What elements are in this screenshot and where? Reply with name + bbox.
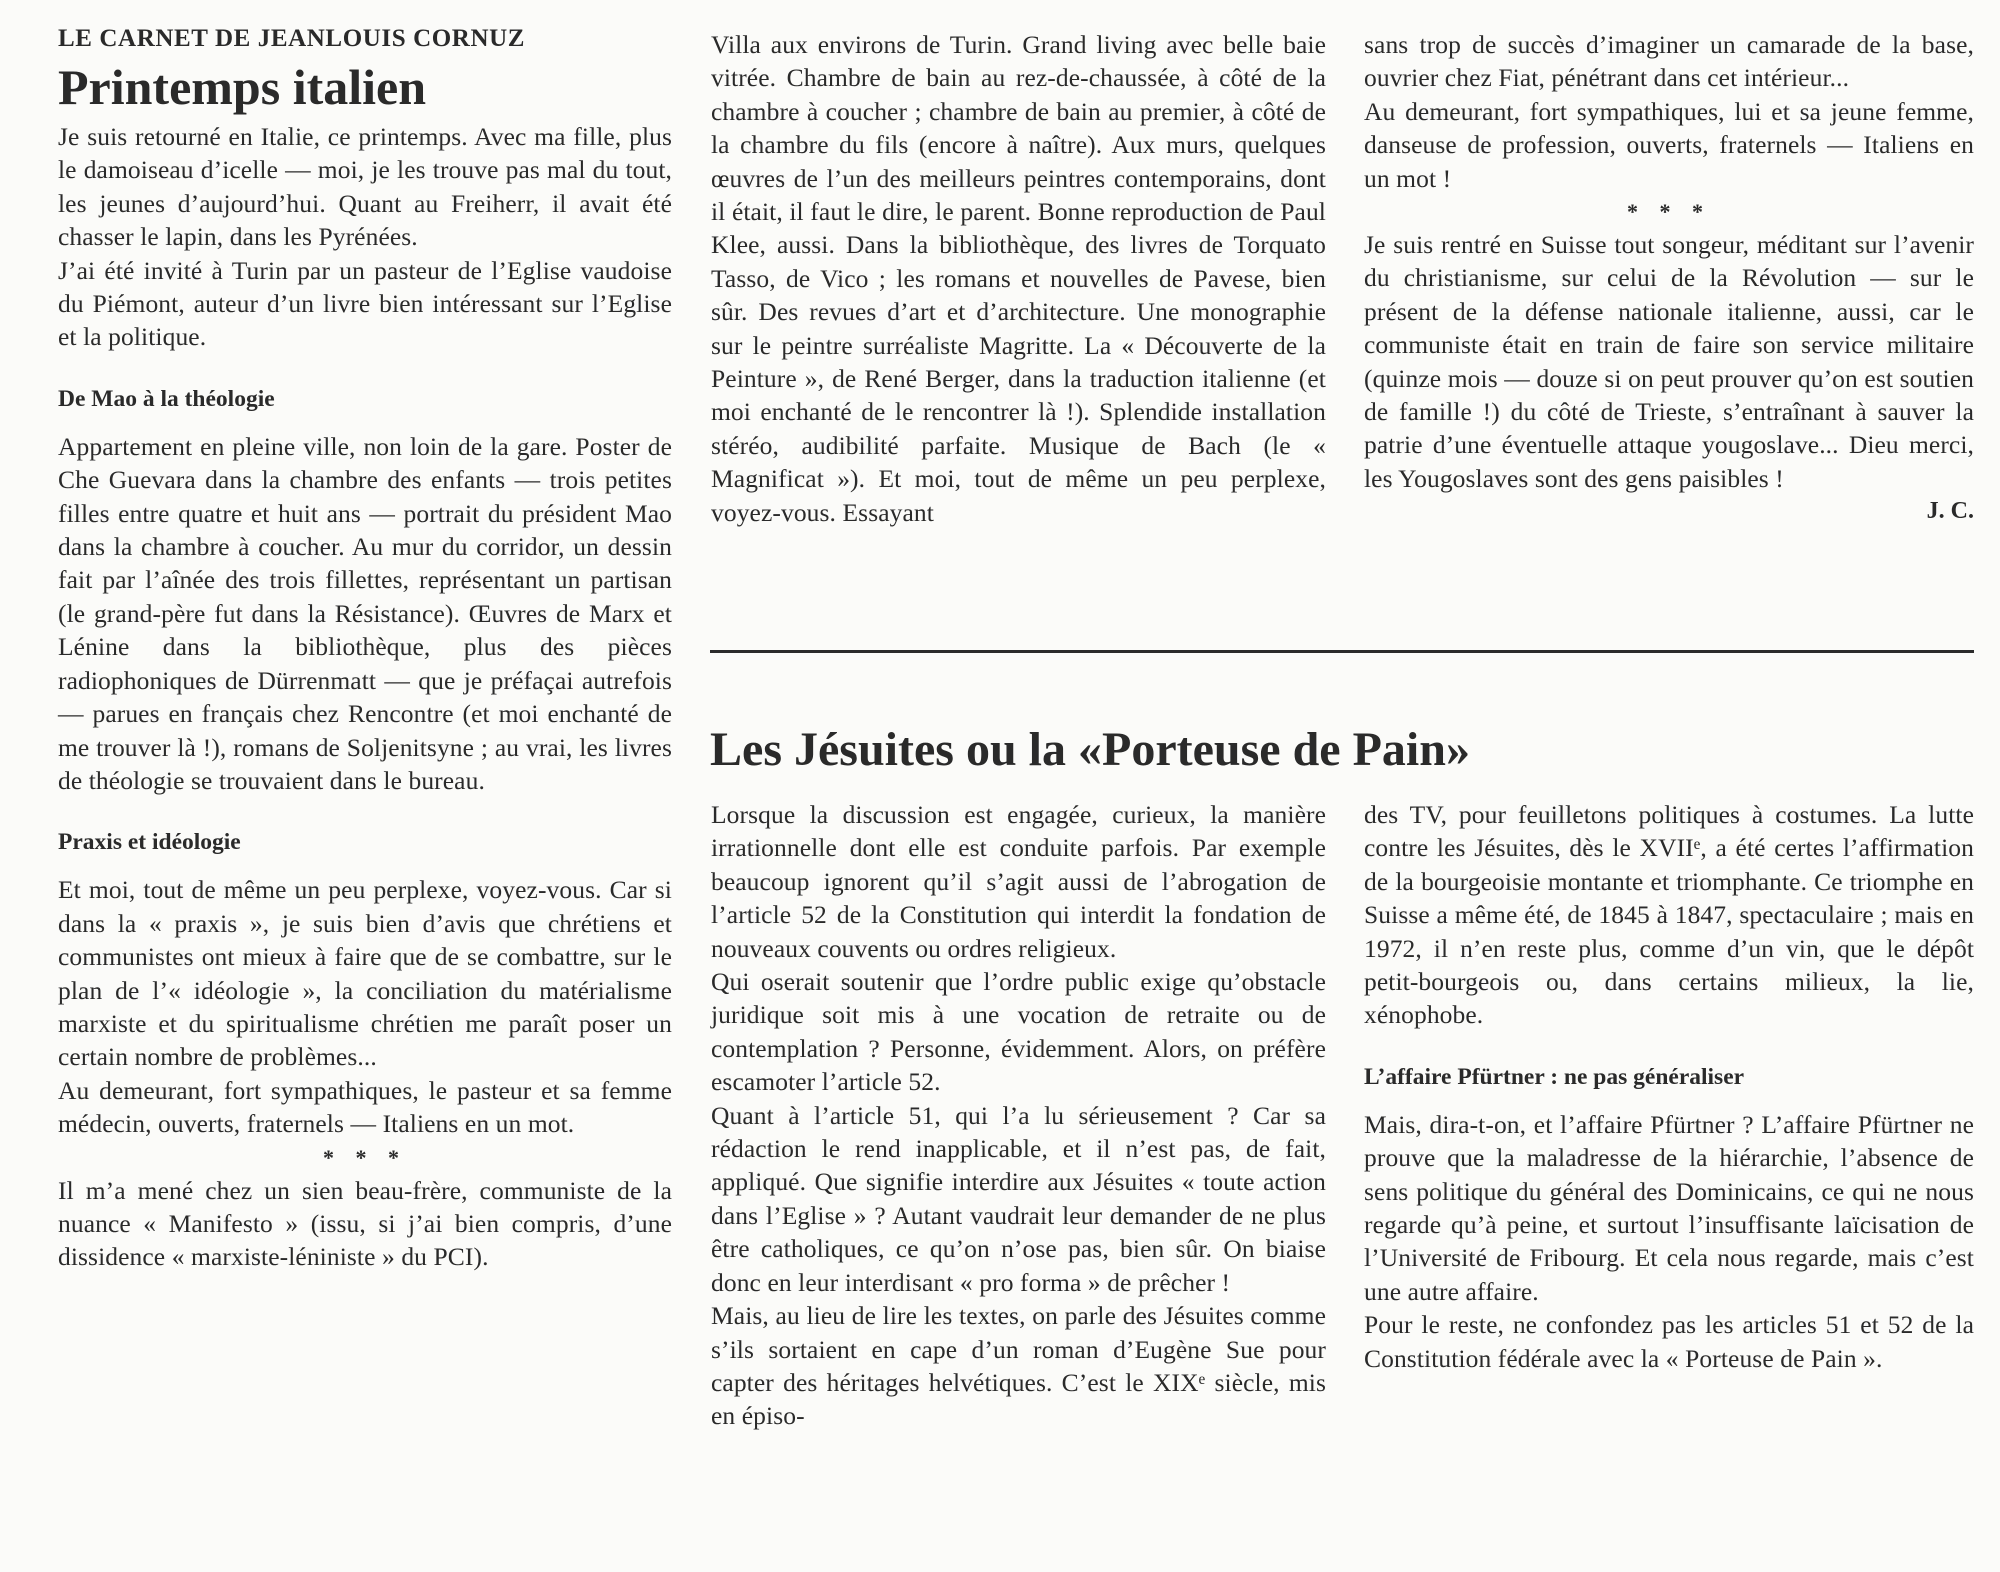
subheading: De Mao à la théologie	[58, 385, 275, 412]
paragraph: des TV, pour feuilletons politiques à costumes. La lutte contre les Jésuites, dès le XVIIᵉ, a été certes l’affirmation de la bourgeoisie montante et triomphante. Ce triomphe en Suisse a même été, de 1845 à 1847, spectaculaire ; mais en 1972, il n’en reste plus, comme d’un vin, que le dépôt petit-bourgeois ou, dans certains milieux, la lie, xénophobe.	[1364, 800, 1974, 1030]
paragraph: Et moi, tout de même un peu perplexe, voyez-vous. Car si dans la « praxis », je suis bien d’avis que chrétiens et communistes ont mieux à faire que de se combattre, sur le plan de l’« idéologie », la conciliation du matérialisme marxiste et du spiritualisme chrétien me paraît poser un certain nombre de problèmes...	[58, 875, 672, 1072]
paragraph: Villa aux environs de Turin. Grand living avec belle baie vitrée. Chambre de bain au rez-de-chaussée, à côté de la chambre à coucher ; chambre de bain au premier, à côté de la chambre du fils (encore à naître). Aux murs, quelques œuvres de l’un des meilleurs peintres contemporains, dont il était, il faut le dire, le parent. Bonne reproduction de Paul Klee, aussi. Dans la bibliothèque, des livres de Torquato Tasso, de Vico ; les romans et nouvelles de Pavese, bien sûr. Des revues d’art et d’architecture. Une monographie sur le peintre surréaliste Magritte. La « Découverte de la Peinture », de René Berger, dans la traduction italienne (et moi enchanté de le rencontrer là !). Splendide installation stéréo, audibilité parfaite. Musique de Bach (le « Magnificat »). Et moi, tout de même un peu perplexe, voyez-vous. Essayant	[711, 30, 1326, 527]
section-separator: * * *	[323, 1144, 407, 1170]
article-title: Les Jésuites ou la «Porteuse de Pain»	[710, 723, 1470, 776]
section-divider	[710, 650, 1974, 653]
paragraph: Mais, dira-t-on, et l’affaire Pfürtner ? L’affaire Pfürtner ne prouve que la maladresse de la hiérarchie, l’absence de sens politique du général des Dominicains, ce qui ne nous regarde qu’à peine, et surtout l’insuffisante laïcisation de l’Université de Fribourg. Et cela nous regarde, mais c’est une autre affaire.	[1364, 1109, 1974, 1306]
article1-column-3	[1364, 28, 1974, 528]
article1-column-2	[711, 28, 1326, 529]
paragraph: sans trop de succès d’imaginer un camarade de la base, ouvrier chez Fiat, pénétrant dans cet intérieur...	[1364, 30, 1974, 93]
article-title: Printemps italien	[58, 59, 427, 115]
paragraph: Mais, au lieu de lire les textes, on parle des Jésuites comme s’ils sortaient en cape d’un roman d’Eugène Sue pour capter des héritages helvétiques. C’est le XIXᵉ siècle, mis en épiso-	[711, 1301, 1326, 1431]
article2-column-2	[711, 798, 1326, 1433]
paragraph: Pour le reste, ne confondez pas les articles 51 et 52 de la Constitution fédérale avec la « Porteuse de Pain ».	[1364, 1310, 1974, 1373]
subheading: Praxis et idéologie	[58, 829, 241, 856]
subheading: L’affaire Pfürtner : ne pas généraliser	[1364, 1063, 1745, 1090]
author-signature: J. C.	[1926, 498, 1974, 525]
paragraph: Au demeurant, fort sympathiques, le pasteur et sa femme médecin, ouverts, fraternels — Italiens en un mot.	[58, 1075, 672, 1139]
paragraph: Appartement en pleine ville, non loin de la gare. Poster de Che Guevara dans la chambre des enfants — trois petites filles entre quatre et huit ans — portrait du président Mao dans la chambre à coucher. Au mur du corridor, un dessin fait par l’aînée des trois fillettes, représentant un partisan (le grand-père fut dans la Résistance). Œuvres de Marx et Lénine dans la bibliothèque, plus des pièces radiophoniques de Dürrenmatt — que je préfaçai autrefois — parues en français chez Rencontre (et moi enchanté de me trouver là !), romans de Soljenitsyne ; au vrai, les livres de théologie se trouvaient dans le bureau.	[58, 431, 672, 795]
paragraph: Quant à l’article 51, qui l’a lu sérieusement ? Car sa rédaction le rend inapplicable, et il n’est pas, de fait, appliqué. Que signifie interdire aux Jésuites « toute action dans l’Eglise » ? Autant vaudrait leur demander de ne plus être catholiques, ce qu’on n’ose pas, bien sûr. On biaise donc en leur interdisant « pro forma » de prêcher !	[711, 1100, 1326, 1297]
paragraph: Au demeurant, fort sympathiques, lui et sa jeune femme, danseuse de profession, ouverts, fraternels — Italiens en un mot !	[1364, 96, 1974, 193]
article2-column-3	[1364, 798, 1974, 1375]
paragraph: Qui oserait soutenir que l’ordre public exige qu’obstacle juridique soit mis à une vocation de retraite ou de contemplation ? Personne, évidemment. Alors, on préfère escamoter l’article 52.	[711, 967, 1326, 1097]
paragraph: Il m’a mené chez un sien beau-frère, communiste de la nuance « Manifesto » (issu, si j’ai bien compris, d’une dissidence « marxiste-léniniste » du PCI).	[58, 1175, 672, 1272]
paragraph: Lorsque la discussion est engagée, curieux, la manière irrationnelle dont elle est conduite parfois. Par exemple beaucoup ignorent qu’il s’agit aussi de l’abrogation de l’article 52 de la Constitution qui interdit la fondation de nouveaux couvents ou ordres religieux.	[711, 800, 1326, 963]
paragraph: Je suis retourné en Italie, ce printemps. Avec ma fille, plus le damoiseau d’icelle — moi, je les trouve pas mal du tout, les jeunes d’aujourd’hui. Quant au Freiherr, il avait été chasser le lapin, dans les Pyrénées.	[58, 122, 672, 252]
paragraph: J’ai été invité à Turin par un pasteur de l’Eglise vaudoise du Piémont, auteur d’un livre bien intéressant sur l’Eglise et la politique.	[58, 255, 672, 352]
paragraph: Je suis rentré en Suisse tout songeur, méditant sur l’avenir du christianisme, sur celui de la Révolution — sur le présent de la défense nationale italienne, aussi, car le communiste était en train de faire son service militaire (quinze mois — douze si on peut prouver qu’on est soutien de famille !) du côté de Trieste, s’entraînant à sauver la patrie d’une éventuelle attaque yougoslave... Dieu merci, les Yougoslaves sont des gens paisibles !	[1364, 230, 1974, 493]
section-separator: * * *	[1627, 199, 1711, 225]
article1-column-1	[58, 24, 672, 1274]
column-kicker: LE CARNET DE JEANLOUIS CORNUZ	[58, 25, 526, 52]
